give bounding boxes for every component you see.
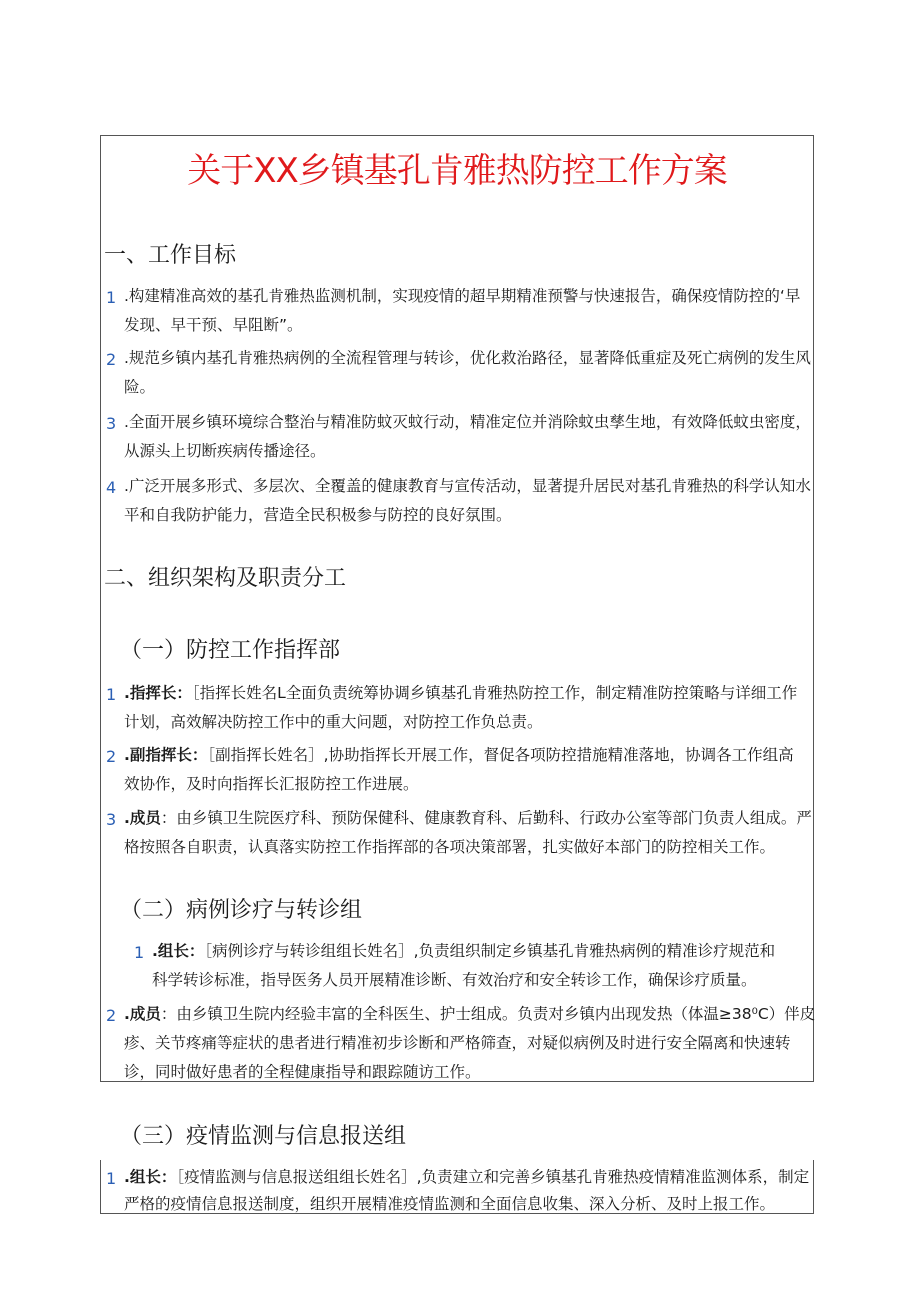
list-item-line: 科学转诊标准，指导医务人员开展精准诊断、有效治疗和安全转诊工作，确保诊疗质量。 — [152, 971, 757, 989]
list-item-line: .全面开展乡镇环境综合整治与精准防蚊灭蚊行动，精准定位并消除蚊虫孳生地，有效降低蚊虫密度， — [124, 413, 811, 431]
list-item-line: 计划，高效解决防控工作中的重大问题，对防控工作负总责。 — [124, 713, 543, 731]
list-item-line: .广泛开展多形式、多层次、全覆盖的健康教育与宣传活动，显著提升居民对基孔肯雅热的科学认知水 — [124, 477, 811, 495]
list-item-line: .成员：由乡镇卫生院内经验丰富的全科医生、护士组成。负责对乡镇内出现发热（体温≥38⁰C）伴皮 — [124, 1005, 816, 1023]
list-item-line: 严格的疫情信息报送制度，组织开展精准疫情监测和全面信息收集、深入分析、及时上报工作。 — [124, 1195, 776, 1213]
list-number: 3 — [106, 414, 117, 433]
list-item-line: 疹、关节疼痛等症状的患者进行精准初步诊断和严格筛查，对疑似病例及时进行安全隔离和快速转 — [124, 1034, 791, 1052]
section2-heading: 二、组织架构及职责分工 — [104, 566, 347, 591]
list-item-line: .指挥长：［指挥长姓名L全面负责统筹协调乡镇基孔肯雅热防控工作，制定精准防控策略与详细工作 — [124, 684, 798, 702]
subsection-heading: （二）病例诊疗与转诊组 — [120, 898, 363, 923]
list-number: 1 — [134, 943, 145, 962]
list-item-line: 险。 — [124, 378, 156, 396]
list-number: 2 — [106, 747, 117, 766]
list-item-line: .成员：由乡镇卫生院医疗科、预防保健科、健康教育科、后勤科、行政办公室等部门负责人组成。严 — [124, 809, 812, 827]
list-item-line: .副指挥长：［副指挥长姓名］,协助指挥长开展工作，督促各项防控措施精准落地，协调各工作组高 — [124, 746, 794, 764]
list-item-line: .组长：［疫情监测与信息报送组组长姓名］,负责建立和完善乡镇基孔肯雅热疫情精准监测体系，制定 — [124, 1168, 810, 1186]
list-item-line: .构建精准高效的基孔肯雅热监测机制，实现疫情的超早期精准预警与快速报告，确保疫情防控的‘早 — [124, 287, 801, 305]
list-item-line: .规范乡镇内基孔肯雅热病例的全流程管理与转诊，优化救治路径，显著降低重症及死亡病例的发生风 — [124, 349, 811, 367]
list-item-line: .组长：［病例诊疗与转诊组组长姓名］,负责组织制定乡镇基孔肯雅热病例的精准诊疗规范和 — [152, 942, 776, 960]
list-number: 2 — [106, 1006, 117, 1025]
list-item-line: 诊，同时做好患者的全程健康指导和跟踪随访工作。 — [124, 1063, 481, 1081]
list-item-line: 从源头上切断疾病传播途径。 — [124, 442, 326, 460]
list-number: 1 — [106, 685, 117, 704]
list-item-line: 效协作，及时向指挥长汇报防控工作进展。 — [124, 775, 419, 793]
list-number: 4 — [106, 478, 117, 497]
subsection-heading: （一）防控工作指挥部 — [120, 638, 341, 663]
section1-heading: 一、工作目标 — [104, 243, 237, 268]
document-title: 关于XX乡镇基孔肯雅热防控工作方案 — [187, 151, 727, 191]
list-number: 1 — [106, 288, 117, 307]
list-item-line: 格按照各自职责，认真落实防控工作指挥部的各项决策部署，扎实做好本部门的防控相关工作。 — [124, 838, 776, 856]
list-number: 2 — [106, 350, 117, 369]
subsection-heading: （三）疫情监测与信息报送组 — [120, 1124, 407, 1149]
list-item-line: 发现、早干预、早阻断”。 — [124, 316, 303, 334]
list-number: 1 — [106, 1169, 117, 1188]
list-number: 3 — [106, 810, 117, 829]
list-item-line: 平和自我防护能力，营造全民积极参与防控的良好氛围。 — [124, 506, 512, 524]
